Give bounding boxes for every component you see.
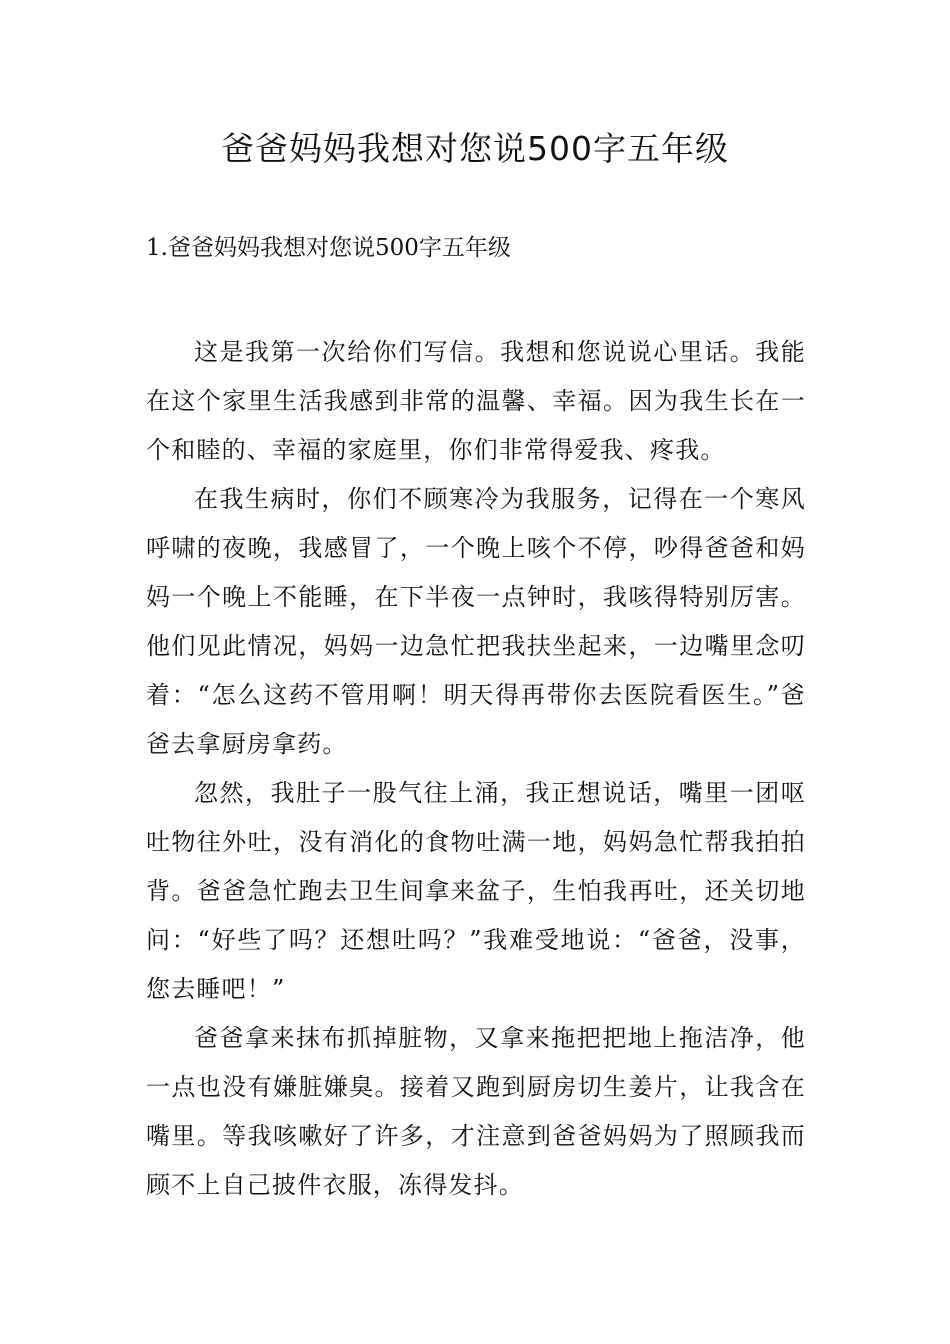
essay-body [146,328,806,1210]
paragraph: 忽然，我肚子一股气往上涌，我正想说话，嘴里一团呕吐物往外吐，没有消化的食物吐满一地，妈妈急忙帮我拍拍背。爸爸急忙跑去卫生间拿来盆子，生怕我再吐，还关切地问：“好些了吗？还想吐吗？”我难受地说：“爸爸，没事，您去睡吧！” [146,779,806,1003]
paragraph: 在我生病时，你们不顾寒冷为我服务，记得在一个寒风呼啸的夜晚，我感冒了，一个晚上咳个不停，吵得爸爸和妈妈一个晚上不能睡，在下半夜一点钟时，我咳得特别厉害。他们见此情况，妈妈一边急忙把我扶坐起来，一边嘴里念叨着：“怎么这药不管用啊！明天得再带你去医院看医生。”爸爸去拿厨房拿药。 [146,485,806,758]
paragraph: 爸爸拿来抹布抓掉脏物，又拿来拖把把地上拖洁净，他一点也没有嫌脏嫌臭。接着又跑到厨房切生姜片，让我含在嘴里。等我咳嗽好了许多，才注意到爸爸妈妈为了照顾我而顾不上自己披件衣服，冻得发抖。 [146,1024,806,1199]
section-heading: 1.爸爸妈妈我想对您说500字五年级 [146,235,511,261]
document-title: 爸爸妈妈我想对您说500字五年级 [221,129,729,168]
paragraph: 这是我第一次给你们写信。我想和您说说心里话。我能在这个家里生活我感到非常的温馨、幸福。因为我生长在一个和睦的、幸福的家庭里，你们非常得爱我、疼我。 [146,338,806,464]
